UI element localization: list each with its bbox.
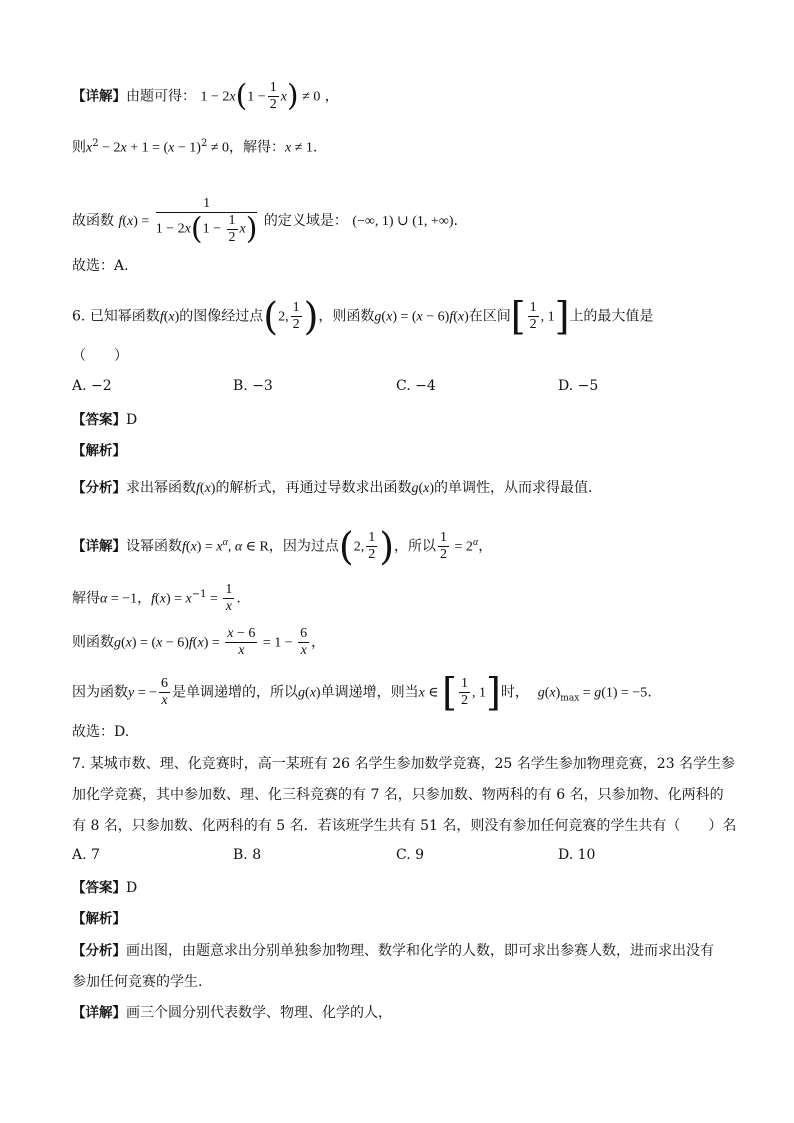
q6-paren: （ ） — [72, 348, 128, 364]
q6-fenxi: 【分析】求出幂函数f(x)的解析式，再通过导数求出函数g(x)的单调性，从而求得最值. — [72, 480, 593, 496]
q7-fenxi-line2: 参加任何竞赛的学生. — [72, 974, 203, 990]
q6-stem: 6. 已知幂函数f(x)的图像经过点(2, $\frac{1}{2}$ )，则函数g(x) = (x − 6)f(x)在区间[ $\frac{1}{2}$ , 1]上的最大值是 — [72, 294, 654, 339]
q6-option-c: C. −4 — [396, 378, 436, 394]
q6-answer: 【答案】D — [72, 412, 138, 428]
q6-choose: 故选：D. — [72, 724, 130, 740]
q6-option-d: D. −5 — [558, 378, 599, 394]
q6-detail-line2: 解得α = −1，$f(x) = x^{-1}$ = $\frac{1}{x}$ . — [72, 582, 241, 614]
q6-option-a: A. −2 — [72, 378, 112, 394]
detail-tag: 【详解】 — [72, 88, 126, 105]
q6-detail-line1: 【详解】设幂函数$f(x) = x^\alpha$, α ∈ R，因为过点(2, $\frac{1}{2}$ )，所以 $\frac{1}{2}$ = $2^\alpha$， — [72, 524, 493, 569]
q6-option-b: B. −3 — [233, 378, 273, 394]
p5-detail-line2: 则$x^2 - 2x + 1 = (x - 1)^2 \ne 0$，解得：x ≠ 1. — [72, 138, 318, 156]
q7-option-c: C. 9 — [396, 847, 425, 863]
q7-option-d: D. 10 — [558, 847, 596, 863]
p5-detail-line1: 【详解】由题可得： 1 − 2x(1 − $\frac{1}{2}$ x) ≠ 0 ， — [72, 78, 339, 114]
p5-choose: 故选：A. — [72, 258, 129, 274]
q7-answer: 【答案】D — [72, 880, 138, 896]
q7-stem-line1: 7. 某城市数、理、化竞赛时，高一某班有 26 名学生参加数学竞赛，25 名学生参加物理竞赛，23 名学生参 — [72, 756, 736, 772]
q6-analysis-tag: 【解析】 — [72, 443, 126, 459]
q7-option-a: A. 7 — [72, 847, 100, 863]
q6-detail-line4: 因为函数y = − $\frac{6}{x}$ 是单调递增的，所以g(x)单调递增，则当x ∈ [ $\frac{1}{2}$ , 1]时， $g(x)_{max} = g(1) = -5$. — [72, 670, 652, 715]
q6-detail-line3: 则函数g(x) = (x − 6)f(x) = $\frac{x - 6}{x}$ = 1 − $\frac{6}{x}$ ， — [72, 626, 326, 658]
q7-analysis-tag: 【解析】 — [72, 911, 126, 927]
q7-option-b: B. 8 — [233, 847, 262, 863]
p5-detail-line3: 故函数 f(x) = 1 1 − 2x(1 − $\frac{1}{2}$ x) 的定义域是： (−∞, 1) ∪ (1, +∞). — [72, 196, 458, 247]
q7-stem-line2: 加化学竞赛，其中参加数、理、化三科竞赛的有 7 名，只参加数、物两科的有 6 名，只参加物、化两科的 — [72, 787, 724, 803]
q7-fenxi-line1: 【分析】画出图，由题意求出分别单独参加物理、数学和化学的人数，即可求出参赛人数，进而求出没有 — [72, 943, 714, 959]
q7-stem-line3: 有 8 名，只参加数、化两科的有 5 名．若该班学生共有 51 名，则没有参加任何竞赛的学生共有（ ）名 — [72, 818, 737, 834]
q7-detail: 【详解】画三个圆分别代表数学、物理、化学的人， — [72, 1005, 392, 1021]
